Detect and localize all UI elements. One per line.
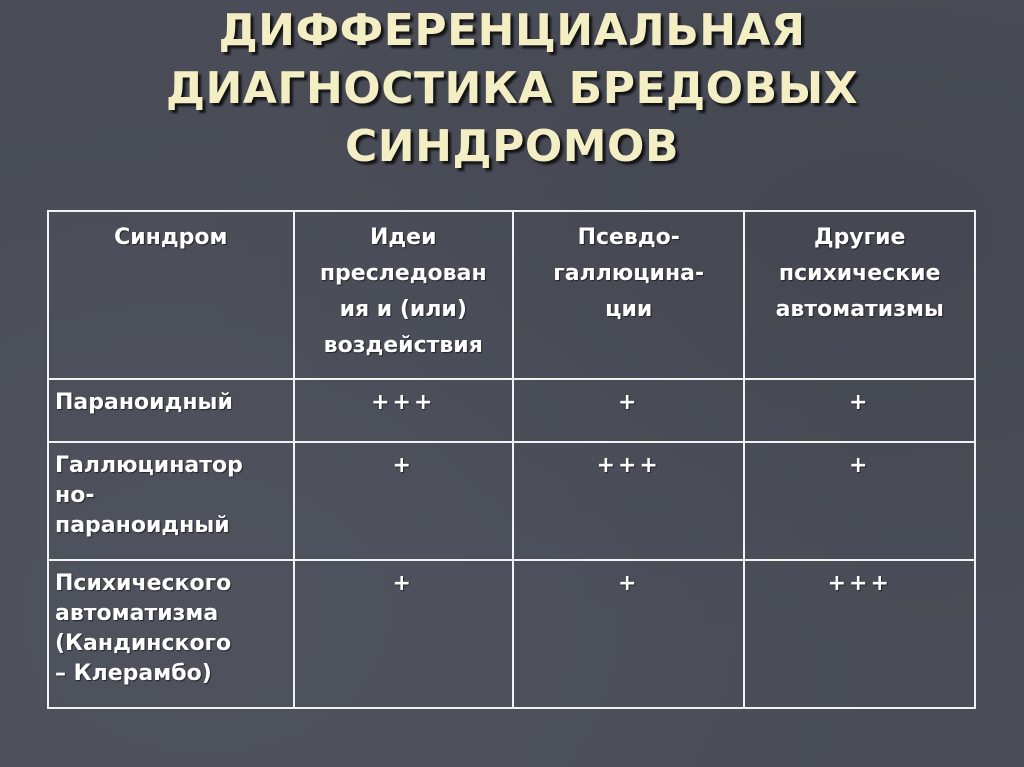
row-label-line: Галлюцинатор: [55, 453, 243, 478]
cell-automatism-ideas: +: [294, 560, 513, 708]
cell-paranoid-ideas: +++: [294, 379, 513, 442]
cell-automatism-pseudo: +: [513, 560, 744, 708]
header-pseudo-line-3: ции: [605, 297, 653, 322]
table-row-mental-automatism: [48, 560, 975, 708]
row-label-line: параноидный: [55, 513, 230, 538]
row-label-hallucinatory-paranoid: [48, 442, 294, 560]
header-pseudo-line-2: галлюцина-: [553, 261, 705, 286]
row-label-line: Психического: [55, 571, 232, 596]
header-other-automatisms: [744, 211, 975, 379]
cell-paranoid-other: +: [744, 379, 975, 442]
header-pseudo-hallucinations: [513, 211, 744, 379]
header-other-line-1: Другие: [813, 225, 906, 250]
cell-paranoid-pseudo: +: [513, 379, 744, 442]
header-ideas-line-3: ия и (или): [339, 297, 467, 322]
cell-hallucinatory-pseudo: +++: [513, 442, 744, 560]
header-pseudo-line-1: Псевдо-: [577, 225, 680, 250]
header-ideas-line-2: преследован: [319, 261, 487, 286]
table-row-paranoid: [48, 379, 975, 442]
row-label-line: автоматизма: [55, 601, 219, 626]
header-ideas-line-1: Идеи: [369, 225, 437, 250]
header-syndrome-line: Синдром: [114, 225, 228, 250]
row-label-line: Параноидный: [55, 390, 233, 415]
row-label-paranoid: [48, 379, 294, 442]
header-other-line-3: автоматизмы: [775, 297, 944, 322]
header-persecution-ideas: [294, 211, 513, 379]
title-line-3: СИНДРОМОВ: [344, 121, 679, 172]
title-line-1: ДИФФЕРЕНЦИАЛЬНАЯ: [218, 5, 806, 56]
header-syndrome: [48, 211, 294, 379]
row-label-mental-automatism: [48, 560, 294, 708]
table-row-hallucinatory-paranoid: [48, 442, 975, 560]
cell-hallucinatory-other: +: [744, 442, 975, 560]
table-header-row: [48, 211, 975, 379]
title-line-2: ДИАГНОСТИКА БРЕДОВЫХ: [165, 63, 859, 114]
header-other-line-2: психические: [778, 261, 941, 286]
cell-automatism-other: +++: [744, 560, 975, 708]
cell-hallucinatory-ideas: +: [294, 442, 513, 560]
header-ideas-line-4: воздействия: [323, 333, 483, 358]
differential-diagnosis-table: [47, 210, 976, 709]
row-label-line: (Кандинского: [55, 631, 232, 656]
slide-title: [0, 2, 1024, 176]
row-label-line: но-: [55, 483, 95, 508]
row-label-line: – Клерамбо): [55, 661, 212, 686]
